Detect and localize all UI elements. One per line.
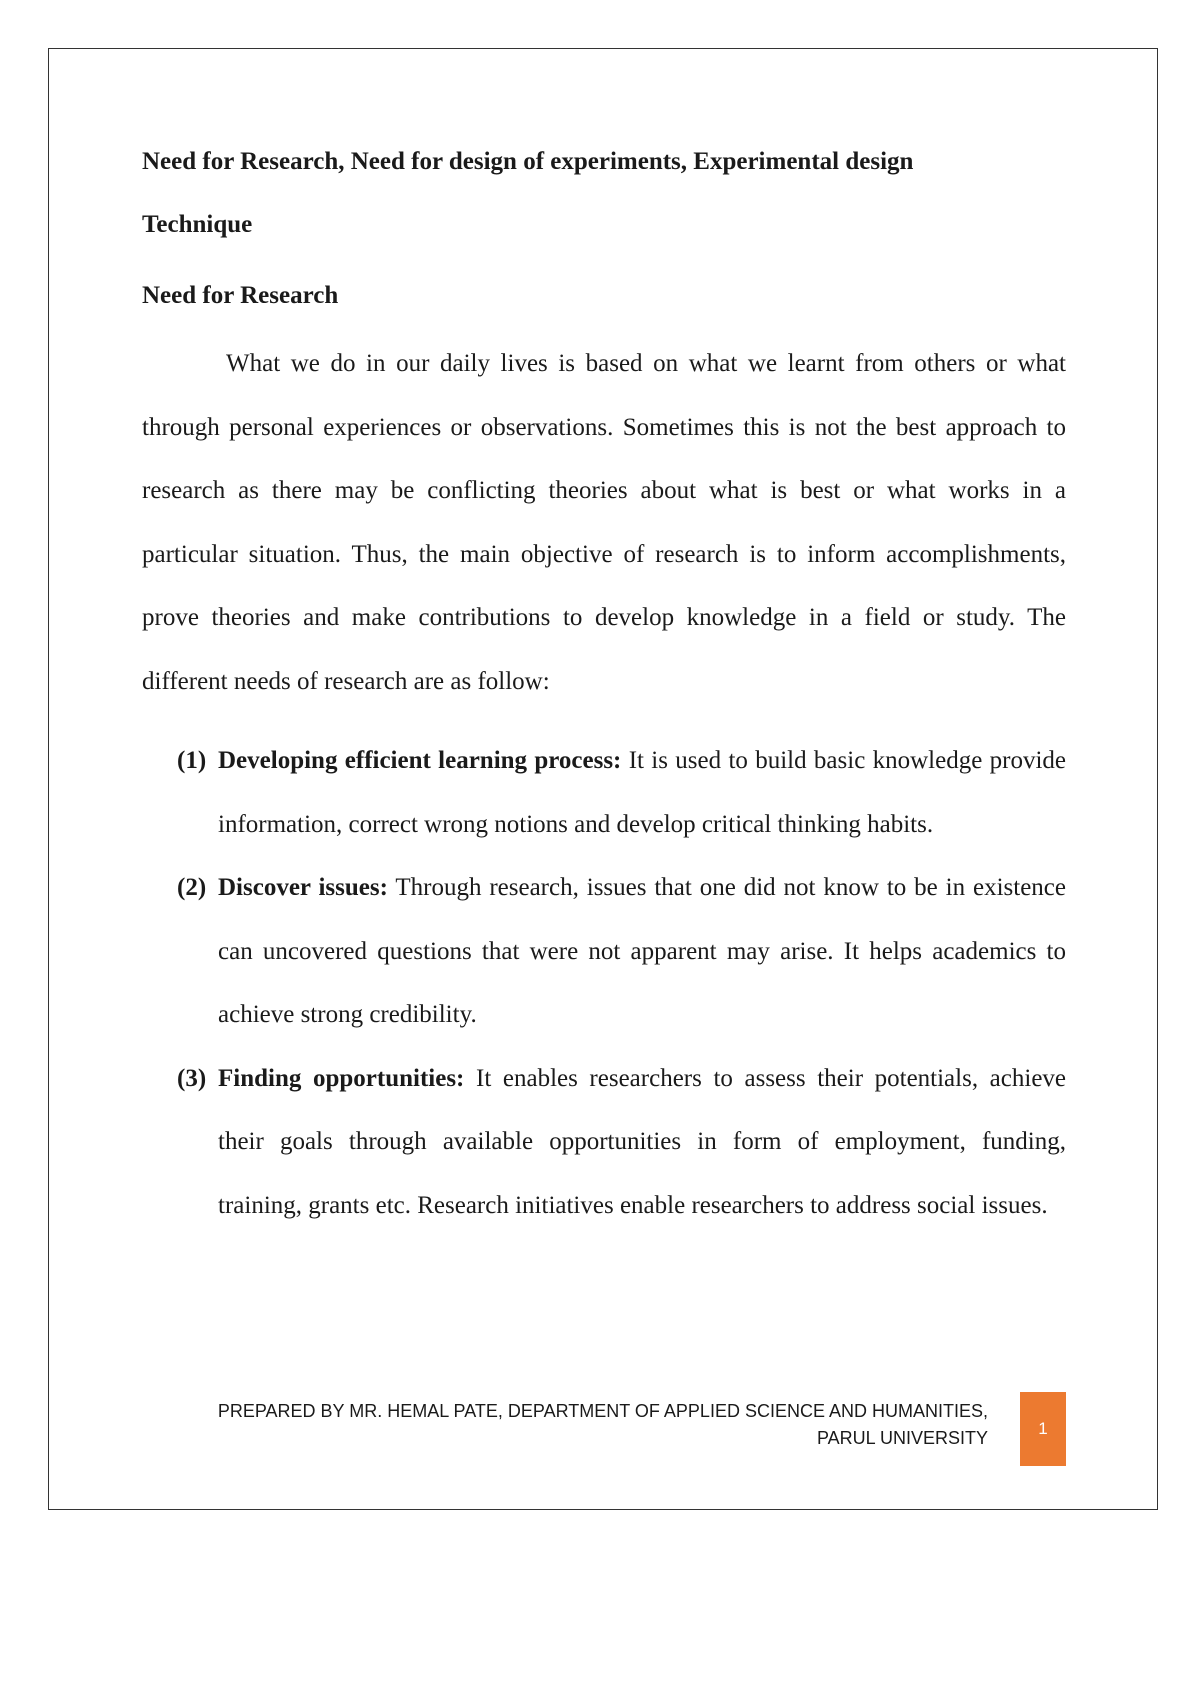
list-item-number: (2) xyxy=(177,874,207,901)
list-item-title: Finding opportunities: xyxy=(218,1064,465,1092)
page-number-badge: 1 xyxy=(1020,1392,1066,1466)
page-footer xyxy=(218,1398,988,1452)
list-item xyxy=(142,856,1066,1047)
section-heading: Need for Research xyxy=(142,282,339,309)
list-item xyxy=(142,1047,1066,1238)
list-item-title: Discover issues: xyxy=(218,874,388,901)
list-item-text: Through research, issues that one did not know to be in existence can uncovered questions that were not apparent may arise. It helps academics to achieve strong credibility. xyxy=(218,874,1066,1028)
footer-author-line: PREPARED BY MR. HEMAL PATE, DEPARTMENT OF APPLIED SCIENCE AND HUMANITIES, xyxy=(217,1401,988,1421)
list-item-number: (1) xyxy=(177,747,207,774)
list-item-text: It is used to build basic knowledge provide information, correct wrong notions and develop critical thinking habits. xyxy=(218,747,1067,838)
footer-university-line: PARUL UNIVERSITY xyxy=(816,1428,988,1448)
needs-list xyxy=(142,729,1066,1237)
document-title xyxy=(142,130,1066,256)
list-item-number: (3) xyxy=(177,1064,207,1092)
list-item-title: Developing efficient learning process: xyxy=(218,747,622,774)
list-item xyxy=(142,729,1066,856)
page-content xyxy=(142,130,1066,1237)
intro-paragraph: What we do in our daily lives is based on what we learnt from others or what through personal experiences or observations. Sometimes this is not the best approach to research as there may be conflicting theories about what is best or what works in a particular situation. Thus, the main objective of research is to inform accomplishments, prove theories and make contributions to develop knowledge in a field or study. The different needs of research are as follow: xyxy=(142,350,1066,695)
title-line-2: Technique xyxy=(142,211,253,238)
title-line-1: Need for Research, Need for design of experiments, Experimental design xyxy=(142,148,914,175)
list-item-text: It enables researchers to assess their potentials, achieve their goals through available opportunities in form of employment, funding, training, grants etc. Research initiatives enable researchers to address social issues. xyxy=(218,1064,1067,1219)
